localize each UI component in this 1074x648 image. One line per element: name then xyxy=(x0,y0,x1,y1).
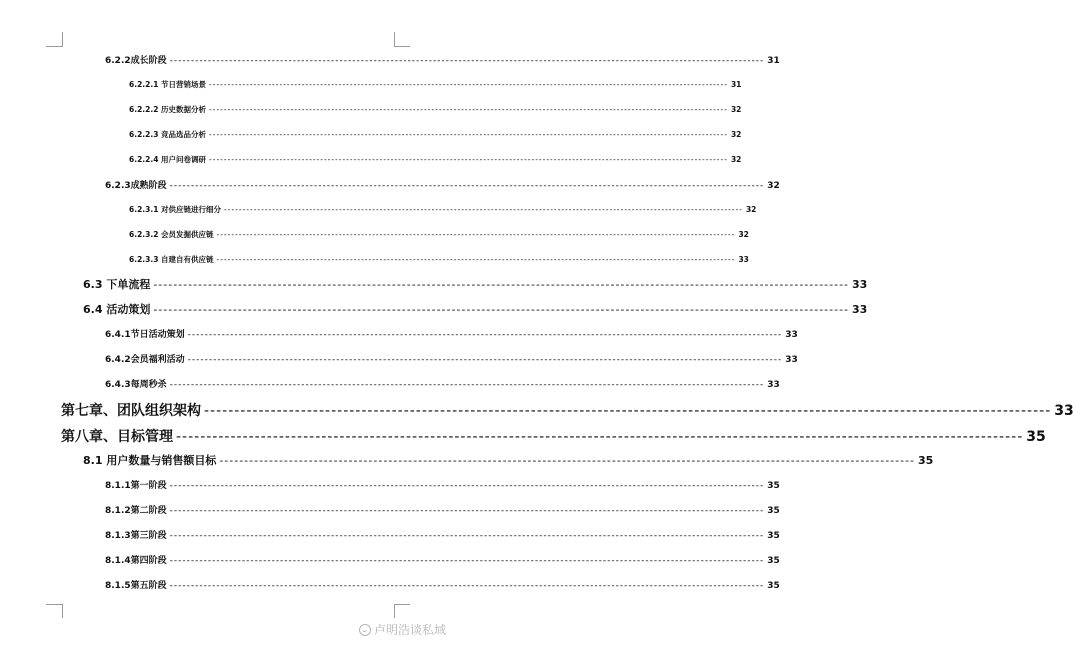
crop-mark-top-right-h xyxy=(394,46,410,47)
toc-leader-dots: -------------------------------------------------------------------------------------------------------------------------------------------- xyxy=(187,355,783,365)
toc-entry-page: 33 xyxy=(785,330,798,340)
toc-entry-page: 35 xyxy=(767,506,780,516)
toc-entry-label: 6.2.3成熟阶段 xyxy=(105,181,167,191)
crop-mark-top-left-h xyxy=(46,46,62,47)
toc-leader-dots: -------------------------------------------------------------------------------------------------------------------------------------------- xyxy=(169,556,765,566)
toc-leader-dots: -------------------------------------------------------------------------------------------------------------------------------------------- xyxy=(216,230,736,239)
toc-entry[interactable] xyxy=(83,276,868,292)
toc-leader-dots: -------------------------------------------------------------------------------------------------------------------------------------------- xyxy=(176,429,1024,445)
toc-entry-page: 35 xyxy=(767,581,780,591)
toc-leader-dots: -------------------------------------------------------------------------------------------------------------------------------------------- xyxy=(169,506,765,516)
crop-mark-top-right-v xyxy=(394,32,395,47)
toc-entry-label: 6.2.3.3 自建自有供应链 xyxy=(129,255,214,264)
toc-leader-dots: -------------------------------------------------------------------------------------------------------------------------------------------- xyxy=(169,380,765,390)
toc-leader-dots: -------------------------------------------------------------------------------------------------------------------------------------------- xyxy=(209,80,728,89)
toc-entry-label: 8.1.1第一阶段 xyxy=(105,481,167,491)
toc-entry-page: 35 xyxy=(767,481,780,491)
toc-entry-page: 35 xyxy=(767,556,780,566)
toc-entry[interactable] xyxy=(129,229,749,240)
toc-entry[interactable] xyxy=(105,352,798,365)
toc-entry-page: 32 xyxy=(738,230,749,239)
toc-entry[interactable] xyxy=(83,301,868,317)
toc-entry-page: 33 xyxy=(767,380,780,390)
toc-entry[interactable] xyxy=(129,204,757,215)
toc-entry-page: 31 xyxy=(767,56,780,66)
toc-entry[interactable] xyxy=(129,154,742,165)
toc-entry-label: 6.2.2.3 竞品选品分析 xyxy=(129,130,207,139)
toc-entry-page: 33 xyxy=(738,255,749,264)
toc-leader-dots: -------------------------------------------------------------------------------------------------------------------------------------------- xyxy=(169,56,765,66)
toc-leader-dots: -------------------------------------------------------------------------------------------------------------------------------------------- xyxy=(219,454,916,467)
toc-entry-label: 6.4 活动策划 xyxy=(83,303,151,316)
toc-entry-label: 第八章、目标管理 xyxy=(61,429,173,445)
toc-leader-dots: -------------------------------------------------------------------------------------------------------------------------------------------- xyxy=(216,255,736,264)
toc-entry-label: 6.4.1节日活动策划 xyxy=(105,330,185,340)
toc-entry-page: 32 xyxy=(745,205,757,214)
toc-entry-page: 32 xyxy=(730,155,742,164)
toc-entry-page: 32 xyxy=(767,181,780,191)
crop-mark-bottom-left-h xyxy=(46,604,62,605)
toc-entry-label: 6.2.2成长阶段 xyxy=(105,56,167,66)
toc-leader-dots: -------------------------------------------------------------------------------------------------------------------------------------------- xyxy=(169,531,765,541)
toc-entry-page: 33 xyxy=(1054,403,1074,419)
toc-entry[interactable] xyxy=(61,426,1046,446)
toc-entry-page: 35 xyxy=(767,531,780,541)
toc-entry-label: 8.1.4第四阶段 xyxy=(105,556,167,566)
toc-leader-dots: -------------------------------------------------------------------------------------------------------------------------------------------- xyxy=(209,105,728,114)
toc-entry[interactable] xyxy=(129,79,742,90)
crop-mark-bottom-right-h xyxy=(394,604,410,605)
toc-entry[interactable] xyxy=(105,553,780,566)
toc-entry-page: 35 xyxy=(1026,429,1046,445)
toc-leader-dots: -------------------------------------------------------------------------------------------------------------------------------------------- xyxy=(224,205,743,214)
toc-entry[interactable] xyxy=(129,129,742,140)
toc-entry-page: 32 xyxy=(730,130,742,139)
toc-entry-label: 6.3 下单流程 xyxy=(83,278,151,291)
toc-entry[interactable] xyxy=(105,178,780,191)
chat-bubble-icon xyxy=(359,624,371,636)
toc-entry-page: 32 xyxy=(730,105,742,114)
toc-leader-dots: -------------------------------------------------------------------------------------------------------------------------------------------- xyxy=(153,303,850,316)
toc-entry-page: 33 xyxy=(852,303,868,316)
toc-leader-dots: -------------------------------------------------------------------------------------------------------------------------------------------- xyxy=(153,278,850,291)
toc-entry-label: 第七章、团队组织架构 xyxy=(61,403,201,419)
watermark-text: 卢明浩谈私域 xyxy=(373,623,446,637)
toc-leader-dots: -------------------------------------------------------------------------------------------------------------------------------------------- xyxy=(187,330,783,340)
toc-entry[interactable] xyxy=(129,254,749,265)
toc-entry[interactable] xyxy=(105,377,780,390)
toc-entry-label: 6.2.3.1 对供应链进行细分 xyxy=(129,205,222,214)
toc-entry-label: 6.4.3每周秒杀 xyxy=(105,380,167,390)
toc-entry[interactable] xyxy=(105,478,780,491)
toc-entry-label: 6.2.3.2 会员发掘供应链 xyxy=(129,230,214,239)
toc-entry[interactable] xyxy=(83,452,934,468)
toc-entry-label: 6.2.2.4 用户问卷调研 xyxy=(129,155,207,164)
toc-leader-dots: -------------------------------------------------------------------------------------------------------------------------------------------- xyxy=(209,130,728,139)
toc-entry-page: 33 xyxy=(785,355,798,365)
toc-leader-dots: -------------------------------------------------------------------------------------------------------------------------------------------- xyxy=(209,155,728,164)
toc-entry-page: 31 xyxy=(730,80,742,89)
toc-leader-dots: -------------------------------------------------------------------------------------------------------------------------------------------- xyxy=(204,403,1052,419)
toc-leader-dots: -------------------------------------------------------------------------------------------------------------------------------------------- xyxy=(169,581,765,591)
toc-entry-label: 8.1 用户数量与销售额目标 xyxy=(83,454,217,467)
toc-entry-label: 6.2.2.1 节日营销场景 xyxy=(129,80,207,89)
toc-entry-label: 8.1.5第五阶段 xyxy=(105,581,167,591)
toc-entry-label: 8.1.3第三阶段 xyxy=(105,531,167,541)
crop-mark-top-left-v xyxy=(62,32,63,47)
toc-leader-dots: -------------------------------------------------------------------------------------------------------------------------------------------- xyxy=(169,481,765,491)
toc-entry[interactable] xyxy=(105,528,780,541)
toc-entry[interactable] xyxy=(61,400,1074,420)
crop-mark-bottom-left-v xyxy=(62,604,63,618)
toc-entry-label: 8.1.2第二阶段 xyxy=(105,506,167,516)
toc-entry-label: 6.2.2.2 历史数据分析 xyxy=(129,105,207,114)
toc-leader-dots: -------------------------------------------------------------------------------------------------------------------------------------------- xyxy=(169,181,765,191)
toc-entry[interactable] xyxy=(129,104,742,115)
watermark xyxy=(359,621,446,638)
toc-entry[interactable] xyxy=(105,53,780,66)
toc-entry-page: 35 xyxy=(918,454,934,467)
toc-entry[interactable] xyxy=(105,578,780,591)
toc-entry[interactable] xyxy=(105,327,798,340)
toc-entry-page: 33 xyxy=(852,278,868,291)
toc-entry[interactable] xyxy=(105,503,780,516)
toc-entry-label: 6.4.2会员福利活动 xyxy=(105,355,185,365)
crop-mark-bottom-right-v xyxy=(394,604,395,618)
